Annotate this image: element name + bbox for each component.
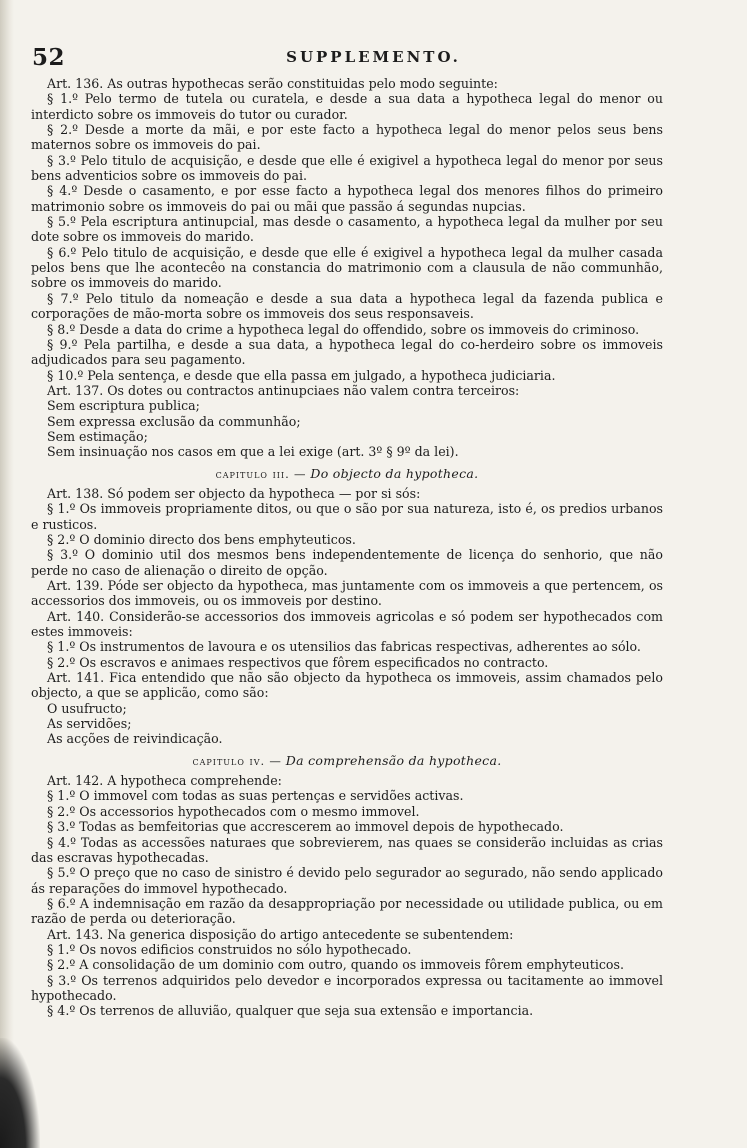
paragraph: § 4.º Os terrenos de alluvião, qualquer que seja sua extensão e importancia. xyxy=(47,1003,534,1019)
chapter-heading xyxy=(31,753,663,769)
paragraph: § 2.º Desde a morte da mãi, e por este facto a hypotheca legal do menor pelos seus bens maternos sobre os immoveis do pai. xyxy=(31,122,663,153)
page-number: 52 xyxy=(32,44,66,71)
paragraph: § 1.º Pelo termo de tutela ou curatela, e desde a sua data a hypotheca legal do menor ou interdicto sobre os immoveis do tutor ou curador. xyxy=(31,91,663,122)
paragraph: § 3.º Pelo titulo de acquisição, e desde que elle é exigivel a hypotheca legal do menor por seus bens adventicios sobre os immoveis do pai. xyxy=(31,152,663,184)
paragraph: Art. 140. Considerão-se accessorios dos immoveis agricolas e só podem ser hypothecados com estes immoveis: xyxy=(31,608,663,640)
paragraph: § 2.º Os accessorios hypothecados com o mesmo immovel. xyxy=(47,803,420,819)
running-head: SUPPLEMENTO. xyxy=(286,48,461,66)
paragraph: Art. 138. Só podem ser objecto da hypotheca — por si sós: xyxy=(47,485,421,501)
paragraph: § 2.º A consolidação de um dominio com outro, quando os immoveis fôrem emphyteuticos. xyxy=(47,957,624,973)
paragraph: § 7.º Pelo titulo da nomeação e desde a sua data a hypotheca legal da fazenda publica e corporações de mão-morta sobre os immoveis dos seus responsaveis. xyxy=(31,290,663,322)
list-item: Sem insinuação nos casos em que a lei exige (art. 3º § 9º da lei). xyxy=(47,444,459,460)
paragraph: Art. 137. Os dotes ou contractos antinupciaes não valem contra terceiros: xyxy=(47,382,520,398)
page-corner-dark xyxy=(0,1038,40,1148)
paragraph: Art. 141. Fica entendido que não são objecto da hypotheca os immoveis, assim chamados pelo objecto, a que se applicão, como são: xyxy=(31,670,663,701)
paragraph: § 5.º Pela escriptura antinupcial, mas desde o casamento, a hypotheca legal da mulher por seu dote sobre os immoveis do marido. xyxy=(31,214,663,245)
chapter-title: Da comprehensão da hypotheca. xyxy=(285,752,502,768)
paragraph: § 9.º Pela partilha, e desde a sua data, a hypotheca legal do co-herdeiro sobre os immoveis adjudicados para seu pagamento. xyxy=(31,336,663,368)
chapter-number: capitulo iv. xyxy=(192,753,266,768)
list-item: O usufructo; xyxy=(47,700,127,716)
paragraph: § 8.º Desde a data do crime a hypotheca legal do offendido, sobre os immoveis do criminoso. xyxy=(47,321,640,337)
paragraph: § 3.º Os terrenos adquiridos pelo devedor e incorporados expressa ou tacitamente ao immovel hypothecado. xyxy=(31,972,663,1003)
paragraph: § 3.º Todas as bemfeitorias que accrescerem ao immovel depois de hypothecado. xyxy=(47,819,564,835)
list-item: Sem expressa exclusão da communhão; xyxy=(47,413,301,429)
paragraph: § 6.º Pelo titulo de acquisição, e desde que elle é exigivel a hypotheca legal da mulher casada pelos bens que lhe acontecêo na constancia do matrimonio com a clausula de não communhão, sobre os immoveis do marido. xyxy=(31,244,663,291)
list-item: As acções de reivindicação. xyxy=(47,731,223,747)
paragraph: § 5.º O preço que no caso de sinistro é devido pelo segurador ao segurado, não sendo applicado ás reparações do immovel hypothecado. xyxy=(31,865,663,896)
paragraph: § 6.º A indemnisação em razão da desappropriação por necessidade ou utilidade publica, ou em razão de perda ou deterioração. xyxy=(31,895,663,927)
paragraph: Art. 139. Póde ser objecto da hypotheca, mas juntamente com os immoveis a que pertencem, os accessorios dos immoveis, ou os immoveis por destino. xyxy=(31,578,663,609)
chapter-number: capitulo iii. xyxy=(215,466,290,481)
chapter-title: Do objecto da hypotheca. xyxy=(310,465,479,481)
paragraph: § 3.º O dominio util dos mesmos bens independentemente de licença do senhorio, que não perde no caso de alienação o direito de opção. xyxy=(31,547,663,578)
paragraph: Art. 136. As outras hypothecas serão constituidas pelo modo seguinte: xyxy=(47,76,498,91)
page-header xyxy=(0,44,747,70)
paragraph: § 2.º O dominio directo dos bens emphyteuticos. xyxy=(47,531,356,547)
paragraph: Art. 143. Na generica disposição do artigo antecedente se subentendem: xyxy=(47,926,514,942)
paragraph: Art. 142. A hypotheca comprehende: xyxy=(47,773,282,789)
paragraph: § 2.º Os escravos e animaes respectivos que fôrem especificados no contracto. xyxy=(47,654,549,670)
page-spine-shadow xyxy=(0,0,14,1148)
paragraph: § 1.º O immovel com todas as suas pertenças e servidões activas. xyxy=(47,788,464,804)
paragraph: § 1.º Os novos edificios construidos no sólo hypothecado. xyxy=(47,941,412,957)
page-body-text xyxy=(31,76,663,1019)
list-item: Sem estimação; xyxy=(47,428,148,444)
list-item: Sem escriptura publica; xyxy=(47,398,200,414)
paragraph: § 1.º Os immoveis propriamente ditos, ou que o são por sua natureza, isto é, os predios urbanos e rusticos. xyxy=(31,501,663,532)
chapter-separator: — xyxy=(289,466,311,481)
paragraph: § 4.º Desde o casamento, e por esse facto a hypotheca legal dos menores filhos do primeiro matrimonio sobre os immoveis do pai ou mãi que passão á segundas nupcias. xyxy=(31,183,663,214)
chapter-separator: — xyxy=(265,753,286,768)
paragraph: § 4.º Todas as accessões naturaes que sobrevierem, nas quaes se considerão incluidas as crias das escravas hypothecadas. xyxy=(31,834,663,865)
list-item: As servidões; xyxy=(47,716,132,732)
paragraph: § 1.º Os instrumentos de lavoura e os utensilios das fabricas respectivas, adherentes ao sólo. xyxy=(47,639,641,655)
chapter-heading xyxy=(31,466,663,482)
paragraph: § 10.º Pela sentença, e desde que ella passa em julgado, a hypotheca judiciaria. xyxy=(47,367,556,383)
